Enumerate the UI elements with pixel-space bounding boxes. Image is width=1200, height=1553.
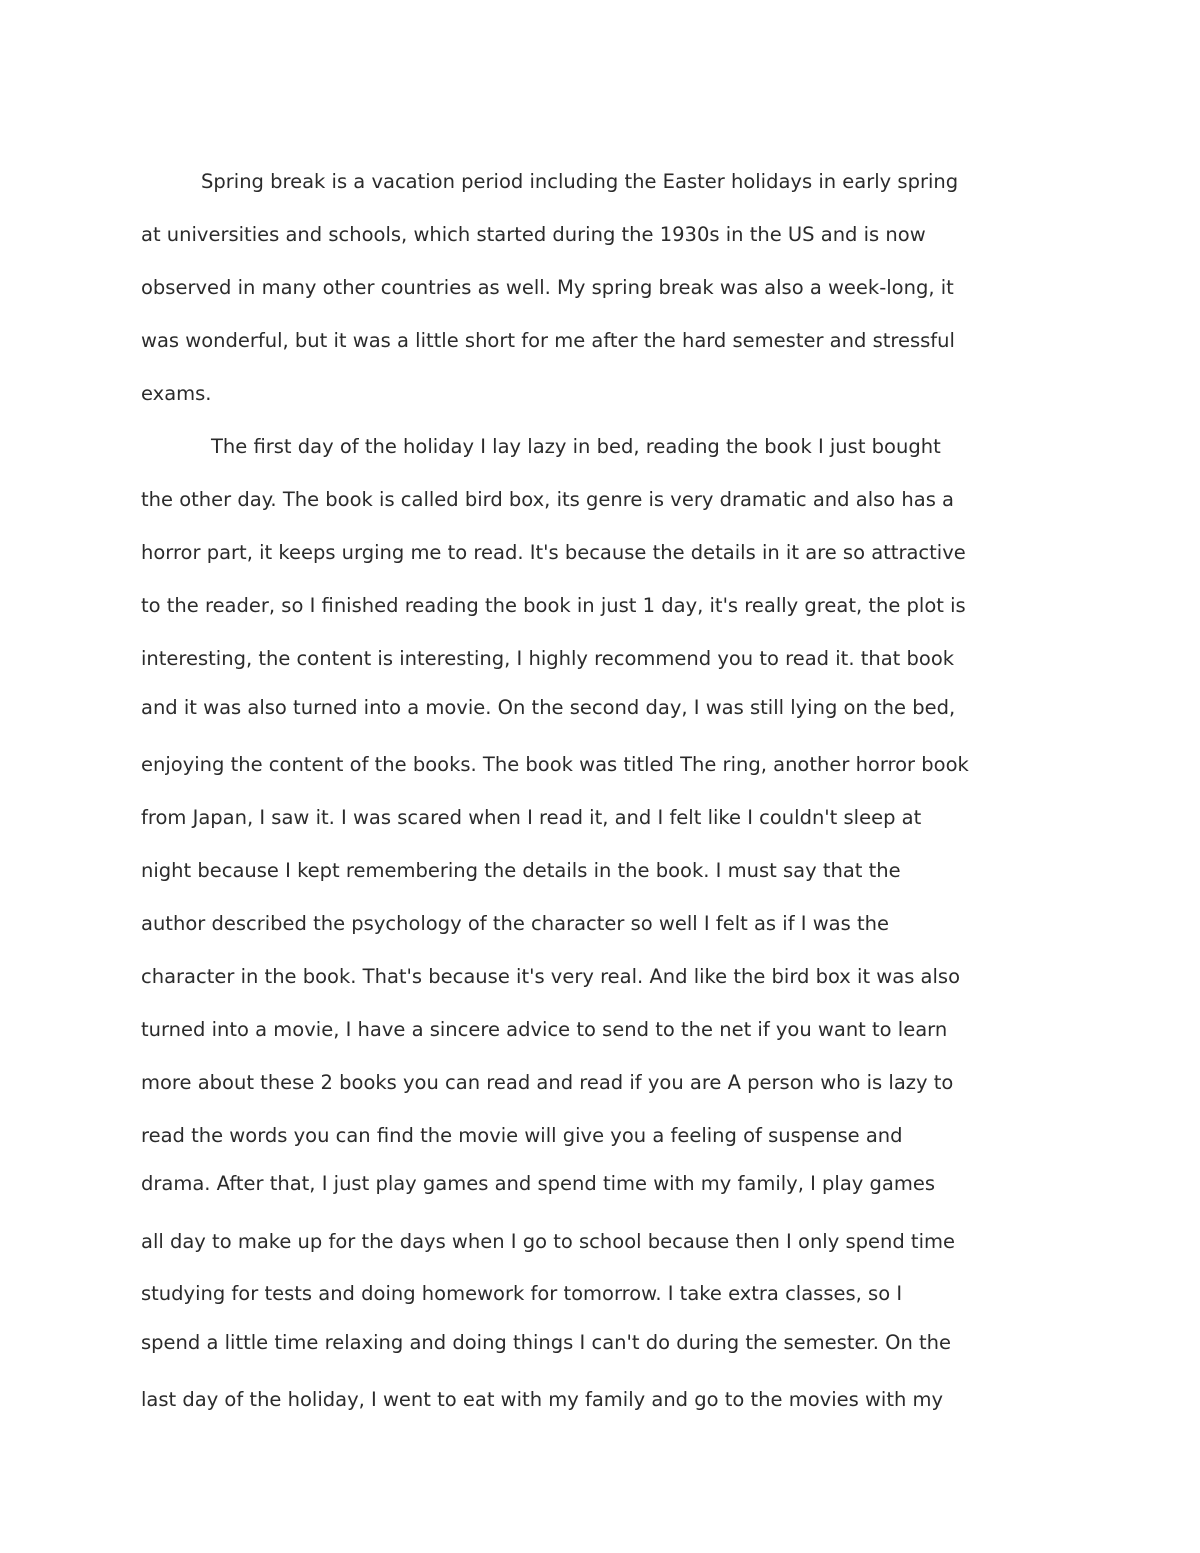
paragraph-2-line-10: author described the psychology of the character so well I felt as if I was the: [141, 912, 889, 935]
paragraph-2-line-9: night because I kept remembering the details in the book. I must say that the: [141, 859, 901, 882]
paragraph-2-line-6: and it was also turned into a movie. On the second day, I was still lying on the bed,: [141, 696, 956, 719]
paragraph-2-line-14: read the words you can find the movie will give you a feeling of suspense and: [141, 1124, 903, 1147]
paragraph-2-line-11: character in the book. That's because it's very real. And like the bird box it was also: [141, 965, 961, 988]
paragraph-2-line-13: more about these 2 books you can read and read if you are A person who is lazy to: [141, 1071, 954, 1094]
paragraph-2-line-3: horror part, it keeps urging me to read. It's because the details in it are so attractive: [141, 541, 966, 564]
paragraph-2-line-16: all day to make up for the days when I go to school because then I only spend time: [141, 1230, 955, 1253]
paragraph-1-line-1: Spring break is a vacation period including the Easter holidays in early spring: [201, 170, 959, 193]
paragraph-1-line-5: exams.: [141, 382, 212, 405]
paragraph-1-line-3: observed in many other countries as well. My spring break was also a week-long, it: [141, 276, 954, 299]
paragraph-2-line-8: from Japan, I saw it. I was scared when I read it, and I felt like I couldn't sleep at: [141, 806, 922, 829]
paragraph-2-line-1: The first day of the holiday I lay lazy in bed, reading the book I just bought: [211, 435, 941, 458]
paragraph-2-line-17: studying for tests and doing homework for tomorrow. I take extra classes, so I: [141, 1282, 903, 1305]
paragraph-1-line-4: was wonderful, but it was a little short for me after the hard semester and stressful: [141, 329, 955, 352]
paragraph-2-line-15: drama. After that, I just play games and spend time with my family, I play games: [141, 1172, 936, 1195]
paragraph-2-line-7: enjoying the content of the books. The book was titled The ring, another horror book: [141, 753, 969, 776]
paragraph-2-line-19: last day of the holiday, I went to eat with my family and go to the movies with my: [141, 1388, 944, 1411]
paragraph-2-line-2: the other day. The book is called bird box, its genre is very dramatic and also has a: [141, 488, 955, 511]
paragraph-2-line-12: turned into a movie, I have a sincere advice to send to the net if you want to learn: [141, 1018, 948, 1041]
paragraph-2-line-5: interesting, the content is interesting, I highly recommend you to read it. that book: [141, 647, 955, 670]
paragraph-2-line-4: to the reader, so I finished reading the book in just 1 day, it's really great, the plot is: [141, 594, 966, 617]
paragraph-2-line-18: spend a little time relaxing and doing things I can't do during the semester. On the: [141, 1331, 952, 1354]
paragraph-1-line-2: at universities and schools, which started during the 1930s in the US and is now: [141, 223, 926, 246]
